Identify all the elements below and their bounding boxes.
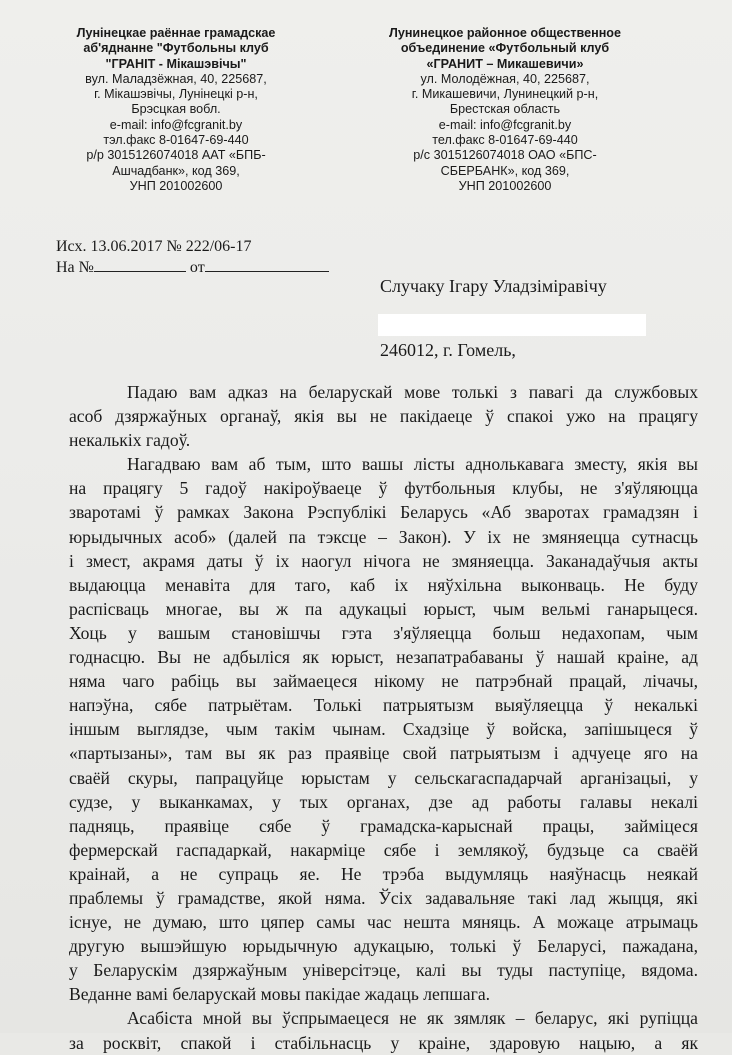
body-line: сваёй скуры, папрацуйце юрыстам у сельскагаспадарчай арганізацыі, у (69, 767, 698, 788)
body-line: у Беларускім дзяржаўным універсітэце, калі вы туды паступіце, вядома. (69, 960, 698, 981)
body-line: «партызаны», там вы як раз праявіце свой патрыятызм і адчуеце яго на (69, 743, 698, 764)
letterhead-by-line: УНП 201002600 (129, 178, 223, 193)
body-line: Нагадваю вам аб тым, што вашы лісты аднолькавага зместу, якія вы (127, 454, 698, 475)
letterhead-ru-line: «ГРАНИТ – Микашевичи» (426, 56, 584, 71)
body-line: на працягу 5 гадоў накіроўваеце ў футбольныя клубы, не з'яўляюцца (69, 478, 698, 499)
letterhead-by-line: Ашчадбанк», код 369, (112, 163, 240, 178)
body-line: іншым выглядзе, чым такім чынам. Схадзіце ў войска, запішыцеся ў (69, 719, 698, 740)
letterhead-ru-line: ул. Молодёжная, 40, 225687, (420, 71, 590, 86)
body-line: Падаю вам адказ на беларускай мове толькі з павагі да службовых (127, 382, 698, 402)
body-line: Асабіста мной вы ўспрымаецеся не як зямляк – беларус, які рупіцца (127, 1008, 698, 1029)
letterhead-by-line: вул. Маладзёжная, 40, 225687, (85, 71, 267, 86)
letterhead-by-line: р/р 3015126074018 ААТ «БПБ- (86, 148, 266, 163)
body-line: няма чаго рабіць вы займаецеся нікому не патрэбнай працай, лічачы, (69, 671, 698, 692)
addressee-name: Случаку Ігару Уладзіміравічу (380, 276, 607, 296)
letter-body (69, 380, 698, 1055)
body-line: падняць, праявіце сябе ў грамадска-карыснай працы, займіцеся (69, 815, 698, 836)
body-line: напэўна, сябе патрыётам. Толькі патрыятызм выяўляецца ў некалькі (69, 695, 698, 716)
body-line: існуе, не думаю, што цяпер самы час нешта мяняць. А можаце атрымаць (69, 912, 698, 933)
body-line: годнасцю. Вы не адбыліся як юрыст, незапатрабаваны ў нашай краіне, ад (69, 647, 698, 668)
letterhead-ru-line: р/с 3015126074018 ОАО «БПС- (413, 148, 597, 163)
body-line: за росквіт, спакой і стабільнасць у краіне, здаровую нацыю, а як (69, 1032, 698, 1053)
letterhead-ru-line: e-mail: info@fcgranit.by (438, 117, 572, 132)
body-line: асоб дзяржаўных органаў, якія вы не пакідаеце ў спакоі ужо на працягу (69, 406, 698, 427)
body-line: і змест, акрамя даты ў іх наогул нічога не змяняецца. Заканадаўчыя акты (69, 550, 698, 571)
incoming-number-label: На № (56, 259, 94, 276)
body-line: судзе, у выканкамах, у тых органах, дзе ад работы галавы некалі (69, 791, 698, 812)
letterhead-ru-line: тел.факс 8-01647-69-440 (432, 133, 578, 148)
addressee-city: 246012, г. Гомель, (380, 340, 516, 360)
letterhead-by-line: г. Мікашэвічы, Лунінецкі р-н, (94, 87, 258, 102)
body-line: краінай, а не супраць яе. Не трэба выдумляць наяўнасць неякай (69, 863, 698, 884)
body-line: распісваць многае, вы ж па адукацыі юрыст, чым вельмі ганарыцеся. (69, 598, 698, 619)
letterhead-by-line: тэл.факс 8-01647-69-440 (103, 133, 249, 148)
body-line: выдаюцца менавіта для таго, каб іх няўхільна выконваць. Не буду (69, 574, 698, 595)
letterhead-ru-line: СБЕРБАНК», код 369, (440, 163, 570, 178)
letterhead-by-line: e-mail: info@fcgranit.by (109, 117, 243, 132)
incoming-date-blank (205, 257, 329, 272)
letterhead-ru-line: объединение «Футбольный клуб (400, 41, 610, 56)
body-line: Хоць у вашым становішчы гэта з'яўляецца больш недахопам, чым (69, 622, 698, 643)
letterhead-by-line: "ГРАНІТ - Мікашэвічы" (105, 56, 247, 71)
body-line: фермерскай гаспадаркай, накармiце сябе і землякоў, будзьце са сваёй (69, 839, 698, 860)
incoming-date-label: от (189, 259, 205, 276)
body-line: зваротамі ў рамках Закона Рэспублікі Беларусь «Аб зваротах грамадзян і (69, 502, 698, 523)
body-line: праблемы ў грамадстве, якой няма. Ўсіх задавальняе такі лад жыцця, які (69, 887, 698, 908)
body-line: некалькіх гадоў. (69, 430, 191, 451)
letterhead-ru-line: г. Микашевичи, Лунинецкий р-н, (411, 87, 599, 102)
body-line: другую вышэйшую юрыдычную адукацыю, толькі ў Беларусі, пажадана, (69, 936, 698, 957)
letterhead-ru-line: Лунинецкое районное общественное (388, 26, 621, 40)
incoming-reference-line (56, 257, 329, 278)
letterhead-by-line: аб'яднанне "Футбольны клуб (83, 41, 269, 56)
body-line: юрыдычных асоб» (далей па тэксце – Закон). У іх не змяняецца сутнасць (69, 526, 698, 547)
body-line: Веданне вамі беларускай мовы пакідае жадаць лепшага. (69, 984, 491, 1005)
letterhead-belarusian (60, 26, 292, 194)
letterhead-ru-line: Брестская область (449, 102, 561, 117)
redacted-address (378, 314, 646, 336)
letterhead-by-line: Брэсцкая вобл. (131, 102, 221, 117)
letterhead-russian (372, 26, 638, 194)
outgoing-reference (56, 237, 329, 278)
letterhead-by-line: Лунінецкае раённае грамадскае (76, 26, 276, 40)
letterhead-ru-line: УНП 201002600 (458, 178, 552, 193)
outgoing-number: Исх. 13.06.2017 № 222/06-17 (56, 238, 252, 255)
incoming-number-blank (94, 257, 186, 272)
